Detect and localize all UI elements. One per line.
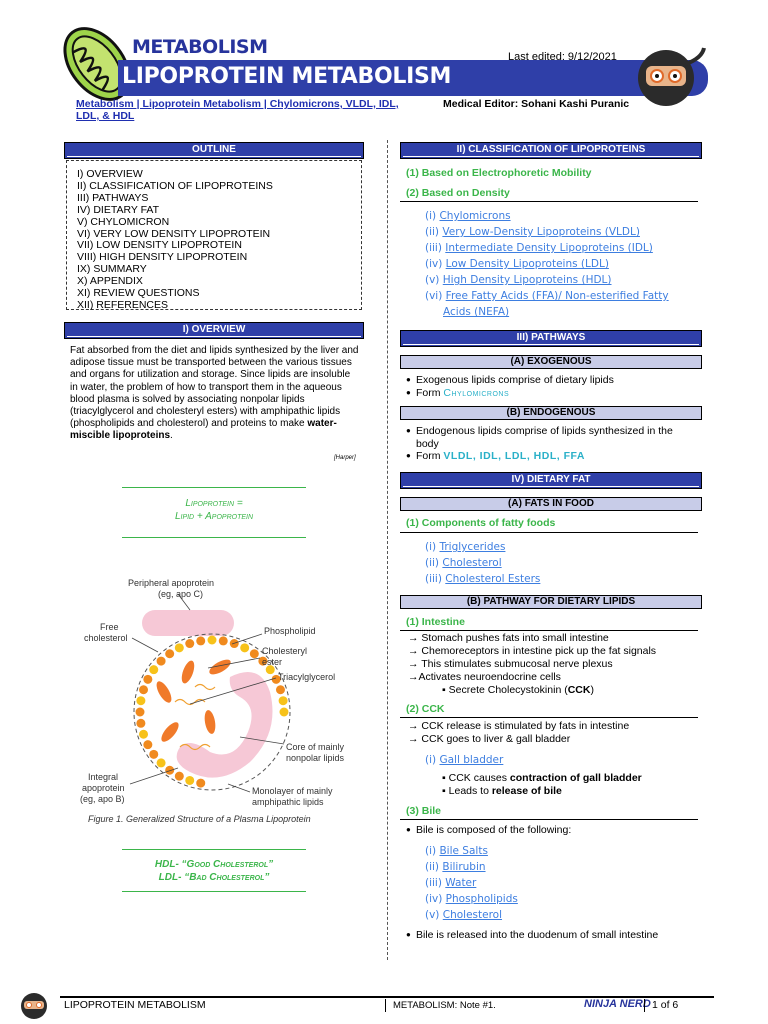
phospholipid-head: [136, 719, 145, 728]
intestine-step: →Activates neuroendocrine cells: [408, 671, 561, 683]
dietary-fat-header: IV) DIETARY FAT: [400, 472, 702, 489]
gall-bladder-item[interactable]: (i) Gall bladder: [425, 754, 504, 766]
monolayer-label-2: amphipathic lipids: [252, 797, 324, 807]
overview-header: I) OVERVIEW: [64, 322, 364, 339]
ninja-nerd-logo: NINJA NERD: [584, 998, 651, 1010]
quote-rule: [122, 537, 306, 538]
heading-underline: [400, 630, 698, 631]
free-label: Free: [100, 622, 119, 632]
integral-label-2: apoprotein: [82, 783, 125, 793]
outline-item[interactable]: II) CLASSIFICATION OF LIPOPROTEINS: [77, 179, 273, 192]
breadcrumb[interactable]: Metabolism | Lipoprotein Metabolism | Chylomicrons, VLDL, IDL, LDL, & HDL: [76, 98, 399, 122]
outline-item[interactable]: VIII) HIGH DENSITY LIPOPROTEIN: [77, 251, 248, 264]
density-item[interactable]: (i) Chylomicrons: [425, 210, 511, 222]
ester-label: ester: [262, 657, 283, 667]
definition-line-2: Lipid + Apoprotein: [174, 511, 254, 522]
fats-in-food-header: (A) FATS IN FOOD: [400, 497, 702, 511]
outline-item[interactable]: V) CHYLOMICRON: [77, 215, 170, 228]
phospholipid-head: [157, 758, 166, 767]
page-title: LIPOPROTEIN METABOLISM: [122, 64, 452, 89]
quote-rule: [122, 487, 306, 488]
overview-text: Fat absorbed from the diet and lipids synthesized by the liver and adipose tissue must be transported between the various tissues and organs for utilization and storage. Since lipids are insoluble in water, the problem of how to transport them in the aqueous blood plasma is solved by associating nonpolar lipids (triacylglycerol and cholesteryl esters) with amphipathic lipids (phospholipids and cholesterol) and proteins to make: [70, 345, 359, 430]
bile-bullet: ● Bile is released into the duodenum of small intestine: [416, 929, 658, 942]
phospholipid-head: [185, 639, 194, 648]
integral-label-3: (eg, apo B): [80, 794, 125, 804]
footer-separator: [644, 999, 645, 1012]
phospholipid-head: [165, 766, 174, 775]
lipoprotein-definition: [122, 497, 306, 523]
figure-caption: Figure 1. Generalized Structure of a Plasma Lipoprotein: [88, 814, 311, 824]
heading-underline: [400, 819, 698, 820]
intestine-step: → This stimulates submucosal nerve plexus: [408, 658, 613, 670]
phospholipid-label: Phospholipid: [264, 626, 316, 636]
gall-sub: ▪ CCK causes contraction of gall bladder: [442, 772, 642, 784]
quote-rule: [122, 849, 306, 850]
bile-heading: (3) Bile: [406, 805, 442, 817]
component-item[interactable]: (i) Triglycerides: [425, 541, 506, 553]
phospholipid-head: [175, 772, 184, 781]
peripheral-label: Peripheral apoprotein: [128, 578, 215, 588]
phospholipid-head: [136, 696, 145, 705]
phospholipid-head: [143, 675, 152, 684]
endo-bullet: ● Form VLDL, IDL, LDL, HDL, FFA: [416, 450, 585, 463]
component-item[interactable]: (ii) Cholesterol: [425, 557, 502, 569]
outline-item[interactable]: VII) LOW DENSITY LIPOPROTEIN: [77, 239, 242, 252]
outline-header: OUTLINE: [64, 142, 364, 159]
phospholipid-head: [136, 708, 145, 717]
density-item[interactable]: (v) High Density Lipoproteins (HDL): [425, 274, 612, 286]
core-label-1: Core of mainly: [286, 742, 345, 752]
ninja-footer-icon: [14, 986, 54, 1020]
medical-editor: Medical Editor: Sohani Kashi Puranic: [443, 98, 630, 110]
outline-item[interactable]: XI) REVIEW QUESTIONS: [77, 287, 200, 300]
intestine-step: → Chemoreceptors in intestine pick up the fat signals: [408, 645, 657, 657]
quote-rule: [122, 891, 306, 892]
overview-paragraph: [70, 345, 360, 443]
bile-item[interactable]: (ii) Bilirubin: [425, 861, 486, 873]
class-heading-2: (2) Based on Density: [406, 187, 510, 199]
phospholipid-head: [250, 649, 259, 658]
endogenous-header: (B) ENDOGENOUS: [400, 406, 702, 420]
phospholipid-head: [240, 643, 249, 652]
phospholipid-head: [139, 730, 148, 739]
bile-item[interactable]: (iv) Phospholipids: [425, 893, 518, 905]
gall-sub: ▪ Leads to release of bile: [442, 785, 562, 797]
ldl-quote: LDL- “Bad Cholesterol”: [158, 872, 270, 883]
exogenous-header: (A) EXOGENOUS: [400, 355, 702, 369]
bile-item[interactable]: (iii) Water: [425, 877, 477, 889]
phospholipid-head: [208, 636, 217, 645]
pathways-header: III) PATHWAYS: [400, 330, 702, 347]
density-item[interactable]: (vi) Free Fatty Acids (FFA)/ Non-esterified Fatty: [425, 290, 669, 302]
bile-item[interactable]: (i) Bile Salts: [425, 845, 488, 857]
phospholipid-head: [165, 649, 174, 658]
components-heading: (1) Components of fatty foods: [406, 517, 556, 529]
cholesterol-quote: [122, 858, 306, 884]
intestine-heading: (1) Intestine: [406, 616, 465, 628]
page-number: 1 of 6: [652, 999, 679, 1011]
bile-bullet: ● Bile is composed of the following:: [416, 824, 571, 837]
endo-bullet: ● Endogenous lipids comprise of lipids synthesized in the body: [416, 425, 698, 450]
pathway-dietary-header: (B) PATHWAY FOR DIETARY LIPIDS: [400, 595, 702, 609]
heading-underline: [400, 532, 698, 533]
lipoprotein-diagram: [70, 572, 360, 812]
cholesterol-label: cholesterol: [84, 633, 128, 643]
phospholipid-head: [196, 779, 205, 788]
footer-separator: [385, 999, 386, 1012]
outline-item[interactable]: X) APPENDIX: [77, 275, 143, 288]
core-label-2: nonpolar lipids: [286, 753, 345, 763]
phospholipid-head: [280, 708, 289, 717]
citation: [Harper]: [334, 455, 356, 461]
phospholipid-head: [157, 657, 166, 666]
overview-bold: water-miscible lipoproteins: [70, 418, 337, 442]
hdl-quote: HDL- “Good Cholesterol”: [154, 859, 274, 870]
monolayer-label-1: Monolayer of mainly: [252, 786, 333, 796]
phospholipid-head: [219, 636, 228, 645]
density-item[interactable]: (iii) Intermediate Density Lipoproteins (IDL): [425, 242, 653, 254]
last-edited: Last edited: 9/12/2021: [508, 51, 617, 63]
subject-title: METABOLISM: [132, 36, 268, 58]
phospholipid-head: [143, 740, 152, 749]
phospholipid-head: [279, 696, 288, 705]
exo-bullet: ● Exogenous lipids comprise of dietary lipids: [416, 374, 614, 387]
definition-line-1: Lipoprotein =: [185, 498, 243, 509]
outline-item[interactable]: IX) SUMMARY: [77, 263, 147, 276]
component-item[interactable]: (iii) Cholesterol Esters: [425, 573, 541, 585]
triacylglycerol-label: Triacylglycerol: [278, 672, 336, 682]
heading-underline: [400, 201, 698, 202]
phospholipid-head: [149, 750, 158, 759]
density-item[interactable]: (ii) Very Low-Density Lipoproteins (VLDL): [425, 226, 640, 238]
column-divider: [387, 140, 388, 960]
intestine-step: → Stomach pushes fats into small intestine: [408, 632, 609, 644]
phospholipid-head: [185, 776, 194, 785]
phospholipid-head: [139, 685, 148, 694]
peripheral-eg-label: (eg, apo C): [158, 589, 204, 599]
class-heading-1: (1) Based on Electrophoretic Mobility: [406, 167, 592, 179]
secrete-item: ▪ Secrete Cholecystokinin (CCK): [442, 684, 594, 696]
bile-item[interactable]: (v) Cholesterol: [425, 909, 503, 921]
ninja-avatar-icon: [624, 38, 708, 108]
outline-item[interactable]: VI) VERY LOW DENSITY LIPOPROTEIN: [77, 227, 271, 240]
cck-heading: (2) CCK: [406, 703, 445, 715]
cck-step: → CCK goes to liver & gall bladder: [408, 733, 571, 745]
cholesteryl-label: Cholesteryl: [262, 646, 308, 656]
density-item-cont[interactable]: Acids (NEFA): [443, 306, 510, 318]
exo-bullet: ● Form Chylomicrons: [416, 387, 509, 400]
footer-note: METABOLISM: Note #1.: [393, 1000, 496, 1011]
overview-end: .: [170, 430, 173, 442]
phospholipid-head: [175, 643, 184, 652]
phospholipid-head: [149, 665, 158, 674]
heading-underline: [400, 717, 698, 718]
integral-label-1: Integral: [88, 772, 119, 782]
outline-list: [66, 160, 362, 310]
density-item[interactable]: (iv) Low Density Lipoproteins (LDL): [425, 258, 609, 270]
outline-item[interactable]: I) OVERVIEW: [77, 168, 143, 180]
footer-title: LIPOPROTEIN METABOLISM: [64, 999, 206, 1011]
outline-item[interactable]: IV) DIETARY FAT: [77, 203, 160, 216]
phospholipid-head: [196, 636, 205, 645]
outline-item[interactable]: III) PATHWAYS: [77, 191, 149, 204]
cck-step: → CCK release is stimulated by fats in intestine: [408, 720, 630, 732]
outline-item[interactable]: XII) REFERENCES: [77, 298, 169, 311]
phospholipid-head: [276, 685, 285, 694]
classification-header: II) CLASSIFICATION OF LIPOPROTEINS: [400, 142, 702, 159]
